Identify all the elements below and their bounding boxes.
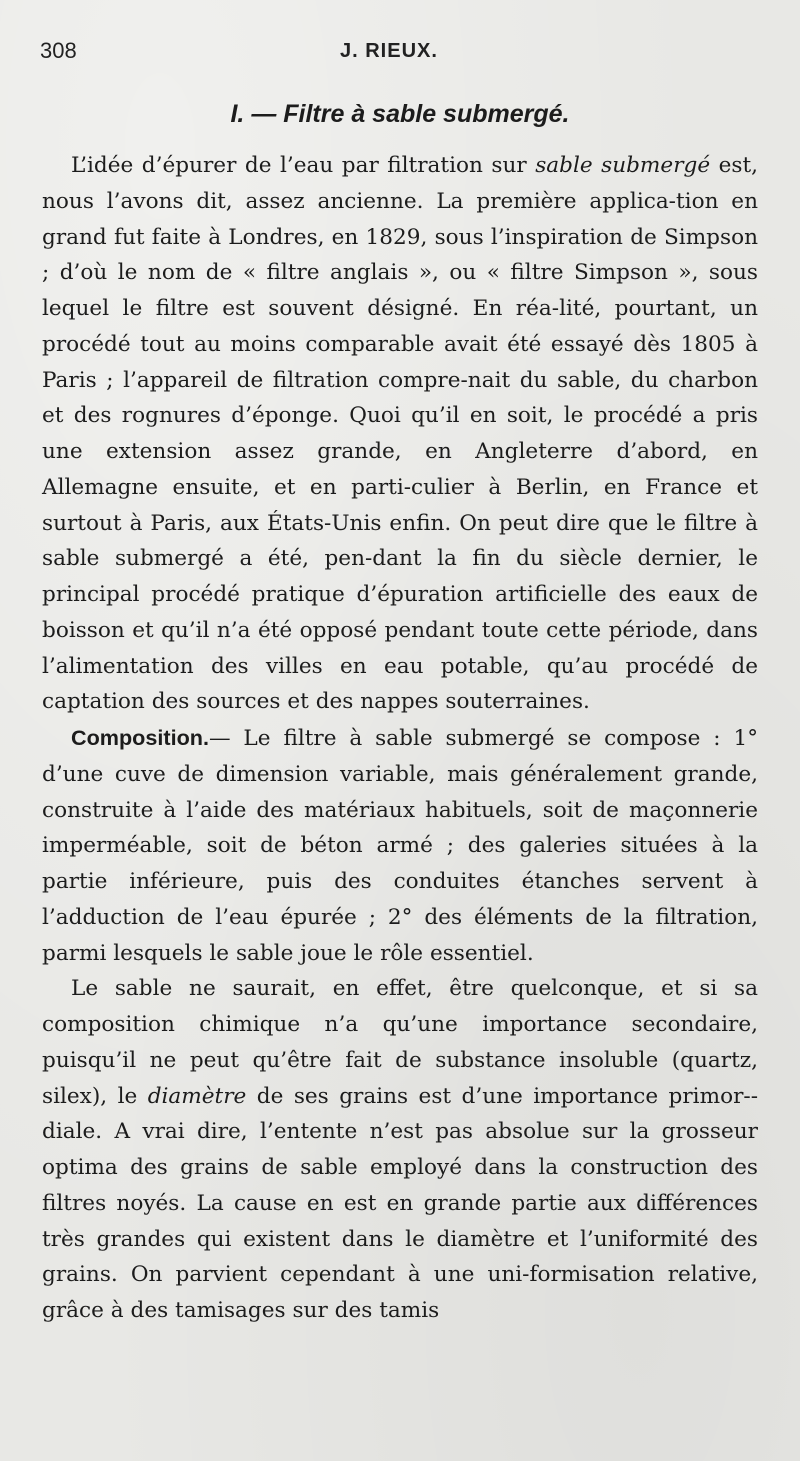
emphasis-sable-submerge: sable submergé <box>535 153 711 178</box>
paragraph-intro <box>42 148 758 720</box>
paragraph-composition <box>42 720 758 971</box>
text-run: Le sable ne saurait, en effet, être quelconque, et si sa composition chimique n’a qu’une importance secondaire, puisqu’il ne peut qu’être fait de substance insoluble (quartz, silex), le <box>42 976 758 1109</box>
paragraph-sable <box>42 971 758 1329</box>
running-head <box>40 38 760 68</box>
running-head-author: J. RIEUX. <box>340 40 438 62</box>
text-run: — Le filtre à sable submergé se compose : 1° d’une cuve de dimension variable, mais généralement grande, construite à l’aide des matériaux habituels, soit de maçonnerie imperméable, soit de béton armé ; des galeries situées à la partie inférieure, puis des conduites étanches servent à l’adduction de l’eau épurée ; 2° des éléments de la filtration, parmi lesquels le sable joue le rôle essentiel. <box>42 726 758 966</box>
body-text <box>42 148 758 1329</box>
text-run: est, nous l’avons dit, assez ancienne. La première applica-tion en grand fut faite à Londres, en 1829, sous l’inspiration de Simpson ; d’où le nom de « filtre anglais », ou « filtre Simpson », sous lequel le filtre est souvent désigné. En réa-lité, pourtant, un procédé tout au moins comparable avait été essayé dès 1805 à Paris ; l’appareil de filtration compre-nait du sable, du charbon et des rognures d’éponge. Quoi qu’il en soit, le procédé a pris une extension assez grande, en Angleterre d’abord, en Allemagne ensuite, et en parti-culier à Berlin, en France et surtout à Paris, aux États-Unis enfin. On peut dire que le filtre à sable submergé a été, pen-dant la fin du siècle dernier, le principal procédé pratique d’épuration artificielle des eaux de boisson et qu’il n’a été opposé pendant toute cette période, dans l’alimentation des villes en eau potable, qu’au procédé de captation des sources et des nappes souterraines. <box>42 153 758 715</box>
page-number: 308 <box>40 38 77 63</box>
section-title: I. — Filtre à sable submergé. <box>230 100 570 128</box>
text-run: L’idée d’épurer de l’eau par filtration sur <box>71 153 536 178</box>
emphasis-diametre: diamètre <box>147 1083 247 1109</box>
text-run: de ses grains est d’une importance primor-diale. A vrai dire, l’entente n’est pas absolue sur la grosseur optima des grains de sable employé dans la construction des filtres noyés. La cause en est en grande partie aux différences très grandes qui existent dans le diamètre et l’uniformité des grains. On parvient cependant à une uni-formisation relative, grâce à des tamisages sur des tamis <box>42 1083 758 1323</box>
run-in-heading-composition: Composition. <box>71 725 209 750</box>
